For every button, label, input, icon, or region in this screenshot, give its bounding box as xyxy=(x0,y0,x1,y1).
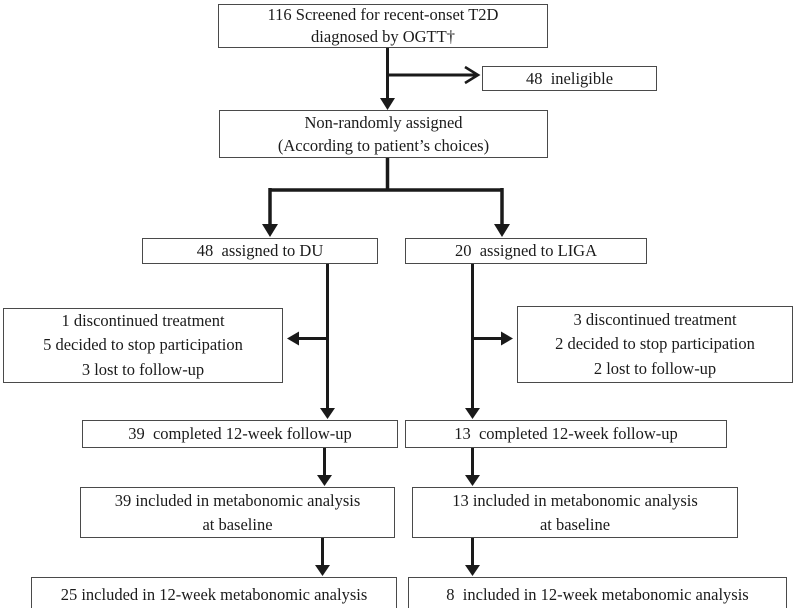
box-du-dropout-line: 5 decided to stop participation xyxy=(43,335,243,355)
arrow-du-to-completed xyxy=(320,264,335,419)
box-du-baseline-line: 39 included in metabonomic analysis xyxy=(114,490,361,510)
box-assigned-du xyxy=(142,238,378,264)
box-du-completed xyxy=(82,420,398,448)
box-liga-baseline-line: 13 included in metabonomic analysis xyxy=(452,490,698,510)
box-liga-line: 20 assigned to LIGA xyxy=(454,241,598,260)
box-liga-completed-line: 13 completed 12-week follow-up xyxy=(454,424,678,443)
arrow-branch-to-liga xyxy=(494,188,510,237)
box-screened-line: 116 Screened for recent-onset T2D xyxy=(267,5,499,24)
box-liga-week12-line: 8 included in 12-week metabonomic analysis xyxy=(446,584,749,604)
arrow-screened-to-ineligible xyxy=(386,67,478,83)
box-du-line: 48 assigned to DU xyxy=(196,241,324,260)
box-screened xyxy=(218,4,548,48)
box-du-dropout-line: 1 discontinued treatment xyxy=(61,310,225,330)
arrow-branch-trunk xyxy=(269,158,504,192)
box-du-baseline-analysis xyxy=(80,487,395,538)
box-liga-baseline-line: at baseline xyxy=(539,514,611,534)
box-ineligible xyxy=(482,66,657,91)
box-du-week12-analysis xyxy=(31,577,397,608)
box-du-completed-line: 39 completed 12-week follow-up xyxy=(128,424,352,443)
box-du-baseline-line: at baseline xyxy=(202,514,273,534)
arrow-liga-to-completed xyxy=(465,264,480,419)
arrow-liga-completed-to-baseline xyxy=(465,448,480,486)
box-liga-dropout xyxy=(517,306,793,383)
arrow-du-completed-to-baseline xyxy=(317,448,332,486)
box-du-dropout xyxy=(3,308,283,383)
box-screened-line: diagnosed by OGTT† xyxy=(311,27,455,46)
arrow-liga-to-dropout xyxy=(472,332,513,346)
box-liga-dropout-line: 2 decided to stop participation xyxy=(555,334,755,354)
box-ineligible-line: 48 ineligible xyxy=(525,68,614,88)
box-assigned-line: (According to patient’s choices) xyxy=(277,136,490,155)
box-assigned-liga xyxy=(405,238,647,264)
box-nonrandomly-assigned xyxy=(219,110,548,158)
arrow-du-to-dropout xyxy=(287,332,327,346)
arrow-liga-baseline-to-week12 xyxy=(465,538,480,576)
box-liga-week12-analysis xyxy=(408,577,787,608)
arrow-screened-to-assigned xyxy=(380,48,395,110)
box-liga-completed xyxy=(405,420,727,448)
box-liga-dropout-line: 3 discontinued treatment xyxy=(573,309,737,329)
arrow-du-baseline-to-week12 xyxy=(315,538,330,576)
box-liga-dropout-line: 2 lost to follow-up xyxy=(593,358,717,378)
box-assigned-line: Non-randomly assigned xyxy=(304,113,463,132)
box-du-dropout-line: 3 lost to follow-up xyxy=(81,359,205,379)
box-liga-baseline-analysis xyxy=(412,487,738,538)
arrow-branch-to-du xyxy=(262,188,278,237)
box-du-week12-line: 25 included in 12-week metabonomic analysis xyxy=(60,584,368,604)
